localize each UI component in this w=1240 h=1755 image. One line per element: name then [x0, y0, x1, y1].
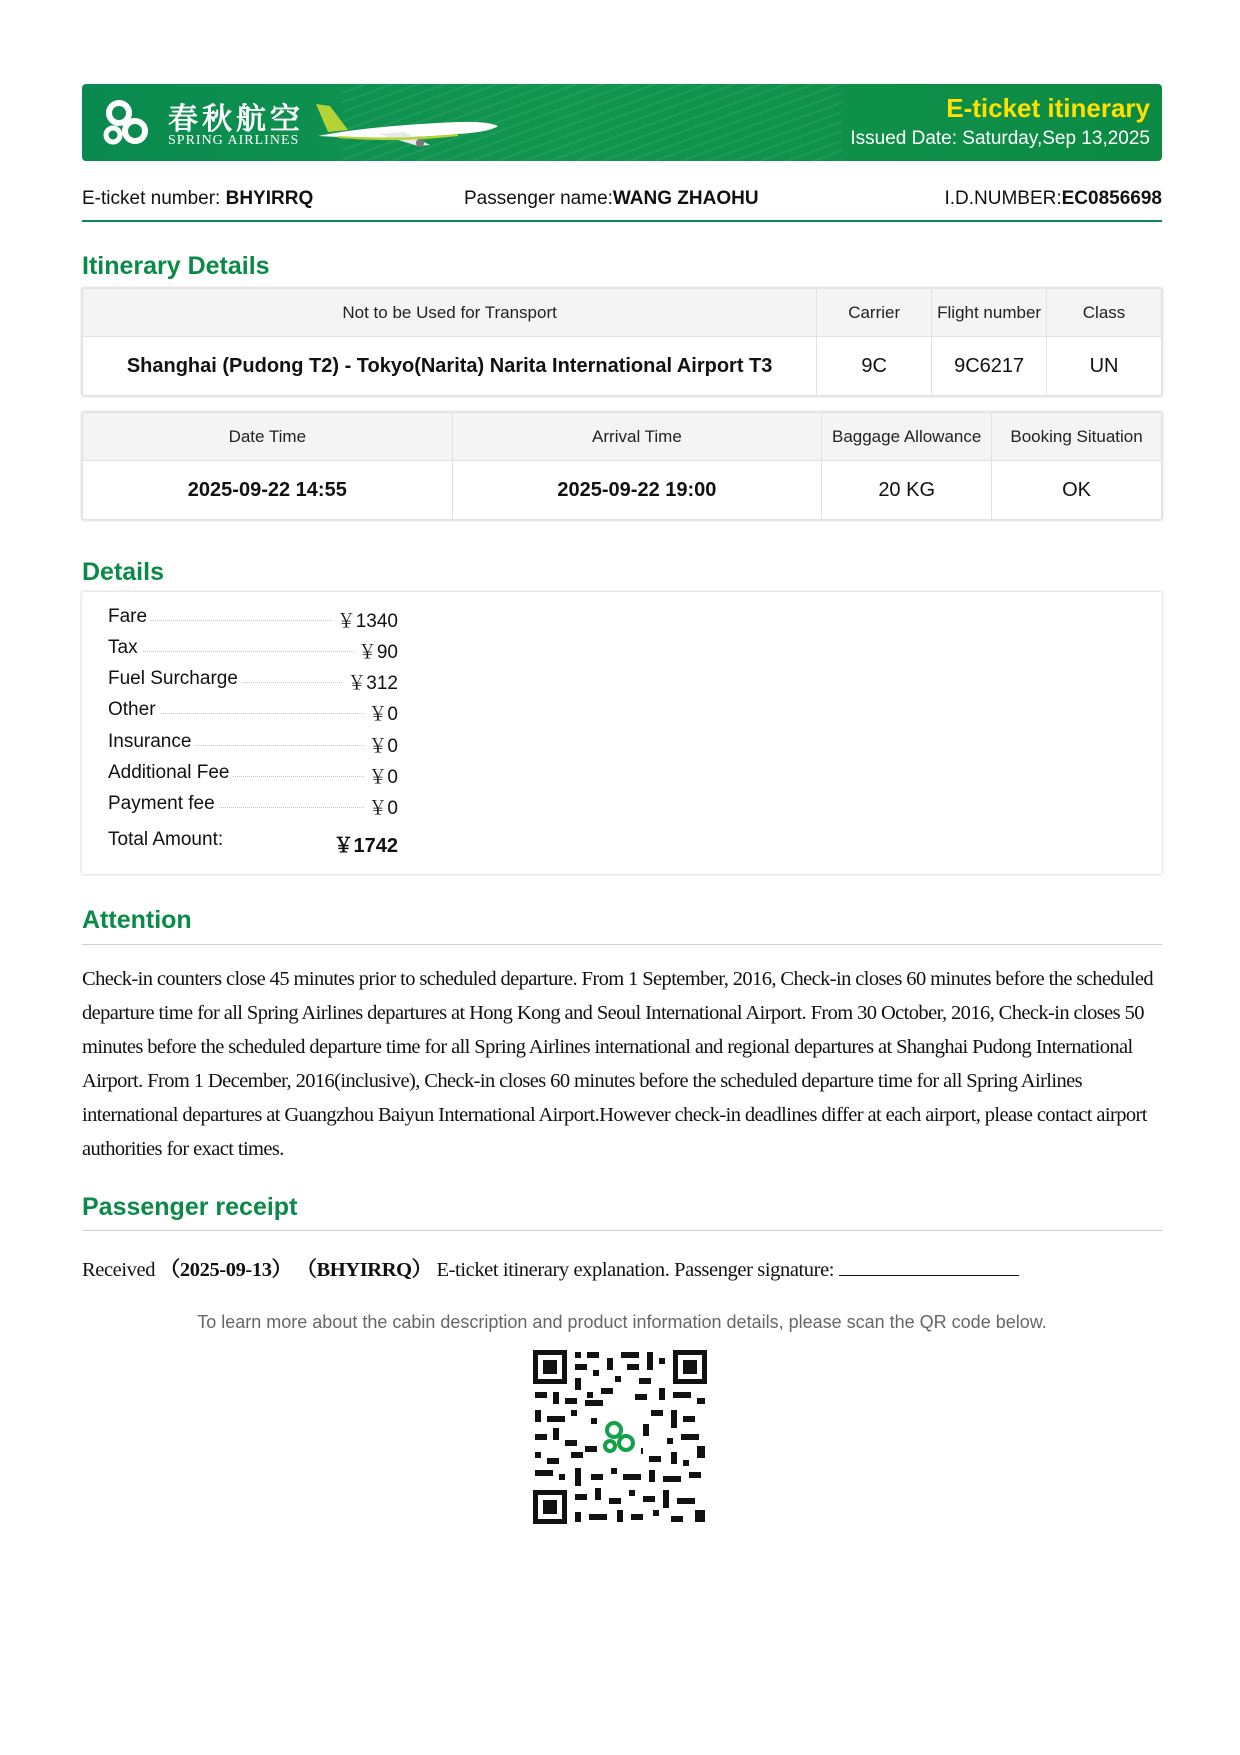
flight-number-header: Flight number [932, 289, 1047, 337]
fee-label: Insurance [108, 731, 195, 753]
airplane-icon [308, 96, 508, 154]
ticket-title: E-ticket itinerary [946, 93, 1150, 123]
fee-value: ￥0 [364, 762, 398, 789]
flight-number-cell: 9C6217 [932, 337, 1047, 396]
fee-value: ￥0 [364, 731, 398, 758]
eticket-label: E-ticket number: [82, 188, 226, 209]
fee-label: Tax [108, 637, 142, 659]
spring-airlines-logo-icon [102, 98, 152, 148]
route-cell: Shanghai (Pudong T2) - Tokyo(Narita) Narita International Airport T3 [83, 337, 817, 396]
fee-label: Fare [108, 606, 151, 628]
receipt-code: （BHYIRRQ） [296, 1259, 432, 1281]
fee-value: ￥1340 [333, 606, 398, 633]
attention-heading: Attention [82, 906, 192, 934]
fee-value: ￥0 [364, 793, 398, 820]
id-value: EC0856698 [1061, 188, 1162, 209]
fee-label: Fuel Surcharge [108, 668, 242, 690]
carrier-header: Carrier [817, 289, 932, 337]
ticket-info-row [82, 178, 1162, 222]
fee-details-box [82, 592, 1162, 874]
passenger-name [464, 188, 759, 210]
baggage-header: Baggage Allowance [822, 413, 992, 461]
fee-row-payment-fee [108, 793, 398, 821]
fee-value: ￥0 [364, 699, 398, 726]
receipt-explanation: E-ticket itinerary explanation. Passenger signature: [436, 1259, 839, 1281]
passenger-value: WANG ZHAOHU [612, 188, 759, 209]
booking-header: Booking Situation [992, 413, 1162, 461]
fee-row-fuel-surcharge [108, 668, 398, 696]
logo-english-text: SPRING AIRLINES [168, 133, 300, 148]
header-banner [82, 84, 1162, 161]
qr-note: To learn more about the cabin description and product information details, please scan the QR code below. [197, 1312, 1047, 1332]
received-label: Received [82, 1259, 160, 1281]
attention-divider [82, 944, 1162, 945]
arrival-cell: 2025-09-22 19:00 [452, 461, 822, 520]
fee-row-fare [108, 606, 398, 634]
total-amount [108, 829, 398, 857]
date-time-header: Date Time [83, 413, 453, 461]
id-number [944, 188, 1162, 210]
carrier-cell: 9C [817, 337, 932, 396]
receipt-date: （2025-09-13） [159, 1259, 292, 1281]
eticket-number [82, 188, 313, 210]
class-header: Class [1047, 289, 1162, 337]
arrival-time-header: Arrival Time [452, 413, 822, 461]
fee-label: Other [108, 699, 160, 721]
booking-cell: OK [992, 461, 1162, 520]
receipt-heading: Passenger receipt [82, 1193, 298, 1221]
fee-row-other [108, 699, 398, 727]
fee-label: Payment fee [108, 793, 219, 815]
schedule-table [82, 412, 1162, 520]
receipt-line [82, 1252, 1019, 1282]
flight-table [82, 288, 1162, 396]
baggage-cell: 20 KG [822, 461, 992, 520]
signature-line[interactable] [839, 1257, 1019, 1276]
id-label: I.D.NUMBER: [944, 188, 1062, 209]
fee-value: ￥312 [343, 668, 398, 695]
total-value: ￥1742 [333, 835, 398, 857]
eticket-value: BHYIRRQ [225, 188, 314, 209]
transport-header: Not to be Used for Transport [83, 289, 817, 337]
details-heading: Details [82, 558, 164, 586]
fee-row-additional-fee [108, 762, 398, 790]
departure-cell: 2025-09-22 14:55 [83, 461, 453, 520]
issued-date: Issued Date: Saturday,Sep 13,2025 [850, 128, 1150, 149]
fee-label: Additional Fee [108, 762, 233, 784]
fee-value: ￥90 [354, 637, 398, 664]
qr-code-icon[interactable] [531, 1348, 709, 1526]
itinerary-heading: Itinerary Details [82, 252, 270, 280]
class-cell: UN [1047, 337, 1162, 396]
receipt-divider [82, 1230, 1162, 1231]
total-label: Total Amount: [108, 829, 224, 850]
logo-chinese-text: 春秋航空 [168, 102, 304, 137]
fee-row-insurance [108, 731, 398, 759]
attention-text: Check-in counters close 45 minutes prior to scheduled departure. From 1 September, 2016, Check-in closes 60 minutes before the scheduled departure time for all Spring Airlines departures at Hong Kong and Seoul International Airport. From 30 October, 2016, Check-in closes 50 minutes before the scheduled departure time for all Spring Airlines international and regional departures at Shanghai Pudong International Airport. From 1 December, 2016(inclusive), Check-in closes 60 minutes before the scheduled departure time for all Spring Airlines international departures at Guangzhou Baiyun International Airport.However check-in deadlines differ at each airport, please contact airport authorities for exact times. [82, 968, 1153, 1160]
fee-row-tax [108, 637, 398, 665]
itinerary-page [82, 84, 1162, 1332]
passenger-label: Passenger name: [464, 188, 613, 209]
